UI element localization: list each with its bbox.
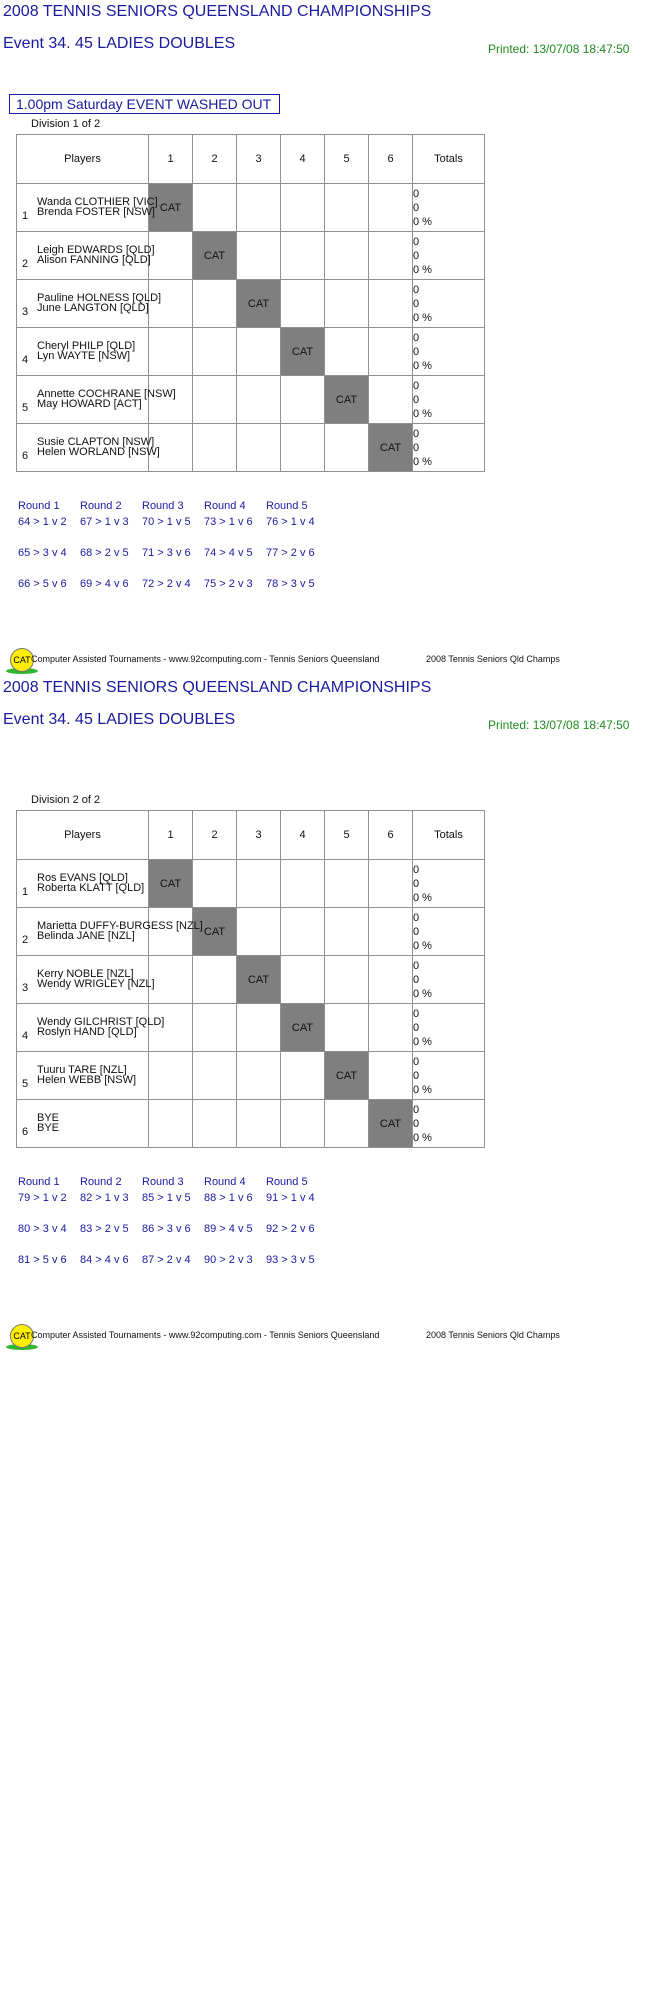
totals-cell [413, 376, 485, 424]
round-label: Round 5 [266, 500, 308, 512]
column-header-6: 6 [369, 135, 413, 184]
round-label: Round 1 [18, 500, 60, 512]
match-result-cell [281, 956, 325, 1004]
column-header-5: 5 [325, 135, 369, 184]
column-header-3: 3 [237, 811, 281, 860]
total-value: 0 % [413, 455, 432, 468]
match-result-cell [149, 956, 193, 1004]
player-name: Susie CLAPTON [NSW] [37, 436, 155, 448]
column-header-3: 3 [237, 135, 281, 184]
match-result-cell [193, 860, 237, 908]
totals-cell [413, 1100, 485, 1148]
seed-number: 6 [22, 450, 29, 462]
total-value: 0 % [413, 891, 432, 904]
round-match: 74 > 4 v 5 [204, 547, 253, 559]
total-value: 0 [413, 345, 420, 358]
total-value: 0 [413, 925, 420, 938]
match-result-cell [149, 1052, 193, 1100]
self-match-cell: CAT [281, 328, 325, 376]
round-match: 77 > 2 v 6 [266, 547, 315, 559]
match-result-cell [281, 232, 325, 280]
player-name: BYE [37, 1112, 60, 1124]
round-match: 92 > 2 v 6 [266, 1223, 315, 1235]
pair-cell [17, 1052, 149, 1100]
total-value: 0 % [413, 407, 432, 420]
partner-name: May HOWARD [ACT] [37, 398, 142, 410]
seed-number: 5 [22, 402, 29, 414]
seed-number: 4 [22, 354, 29, 366]
round-match: 81 > 5 v 6 [18, 1254, 67, 1266]
round-label: Round 3 [142, 500, 184, 512]
pair-cell [17, 1100, 149, 1148]
round-label: Round 4 [204, 500, 246, 512]
totals-cell [413, 860, 485, 908]
round-match: 86 > 3 v 6 [142, 1223, 191, 1235]
page-footer [6, 646, 656, 676]
totals-cell [413, 424, 485, 472]
match-result-cell [369, 956, 413, 1004]
totals-cell [413, 184, 485, 232]
division-label: Division 1 of 2 [31, 118, 101, 130]
total-value: 0 [413, 877, 420, 890]
round-match: 64 > 1 v 2 [18, 516, 67, 528]
match-result-cell [237, 424, 281, 472]
partner-name: BYE [37, 1122, 60, 1134]
match-result-cell [149, 1100, 193, 1148]
self-match-cell: CAT [325, 1052, 369, 1100]
self-match-cell: CAT [325, 376, 369, 424]
partner-name: Lyn WAYTE [NSW] [37, 350, 131, 362]
match-result-cell [237, 1052, 281, 1100]
partner-name: Helen WEBB [NSW] [37, 1074, 137, 1086]
match-result-cell [325, 280, 369, 328]
column-header-2: 2 [193, 135, 237, 184]
pair-cell [17, 376, 176, 424]
match-result-cell [193, 1004, 237, 1052]
seed-number: 2 [22, 258, 29, 270]
round-match: 66 > 5 v 6 [18, 578, 67, 590]
round-match: 71 > 3 v 6 [142, 547, 191, 559]
column-header-1: 1 [149, 811, 193, 860]
self-match-cell: CAT [369, 1100, 413, 1148]
player-row [17, 184, 485, 232]
partner-name: Alison FANNING [QLD] [37, 254, 151, 266]
match-result-cell [281, 860, 325, 908]
player-row [17, 1004, 485, 1052]
draw-sheet-page [0, 676, 661, 1352]
cat-logo-icon: CAT [10, 1324, 34, 1348]
seed-number: 3 [22, 982, 29, 994]
footer-credit: Computer Assisted Tournaments - www.92computing.com - Tennis Seniors Queensland [31, 654, 380, 664]
self-match-cell: CAT [193, 908, 237, 956]
player-row [17, 424, 485, 472]
total-value: 0 % [413, 1083, 432, 1096]
total-value: 0 [413, 393, 420, 406]
player-name: Wanda CLOTHIER [VIC] [37, 196, 158, 208]
match-result-cell [281, 376, 325, 424]
pair-cell [17, 908, 203, 956]
round-match: 72 > 2 v 4 [142, 578, 191, 590]
seed-number: 2 [22, 934, 29, 946]
player-row [17, 1100, 485, 1148]
round-match: 93 > 3 v 5 [266, 1254, 315, 1266]
pair-cell [17, 956, 155, 1004]
seed-number: 1 [22, 886, 29, 898]
match-result-cell [193, 1100, 237, 1148]
round-match: 79 > 1 v 2 [18, 1192, 67, 1204]
total-value: 0 [413, 1069, 420, 1082]
event-title: Event 34. 45 LADIES DOUBLES [3, 711, 236, 728]
total-value: 0 % [413, 987, 432, 1000]
self-match-cell: CAT [149, 860, 193, 908]
column-header-4: 4 [281, 135, 325, 184]
round-match: 67 > 1 v 3 [80, 516, 129, 528]
round-match: 87 > 2 v 4 [142, 1254, 191, 1266]
total-value: 0 % [413, 1035, 432, 1048]
total-value: 0 [413, 427, 420, 440]
column-header-1: 1 [149, 135, 193, 184]
match-result-cell [281, 1052, 325, 1100]
match-result-cell [369, 1004, 413, 1052]
championship-title: 2008 TENNIS SENIORS QUEENSLAND CHAMPIONSHIPS [3, 679, 432, 696]
round-label: Round 4 [204, 1176, 246, 1188]
pair-cell [17, 860, 149, 908]
players-header: Players [17, 135, 149, 184]
round-match: 68 > 2 v 5 [80, 547, 129, 559]
player-row [17, 860, 485, 908]
match-result-cell [193, 376, 237, 424]
total-value: 0 [413, 1117, 420, 1130]
match-result-cell [281, 1100, 325, 1148]
page-footer [6, 1322, 656, 1352]
total-value: 0 [413, 331, 420, 344]
partner-name: Helen WORLAND [NSW] [37, 446, 160, 458]
printed-timestamp: Printed: 13/07/08 18:47:50 [488, 718, 630, 732]
player-name: Tuuru TARE [NZL] [37, 1064, 127, 1076]
round-match: 78 > 3 v 5 [266, 578, 315, 590]
total-value: 0 [413, 249, 420, 262]
match-result-cell [237, 232, 281, 280]
total-value: 0 % [413, 263, 432, 276]
round-match: 83 > 2 v 5 [80, 1223, 129, 1235]
round-match: 80 > 3 v 4 [18, 1223, 67, 1235]
self-match-cell: CAT [237, 956, 281, 1004]
event-notice-box: 1.00pm Saturday EVENT WASHED OUT [9, 94, 280, 114]
player-name: Marietta DUFFY-BURGESS [NZL] [37, 920, 203, 932]
totals-header: Totals [413, 135, 485, 184]
round-label: Round 2 [80, 500, 122, 512]
round-match: 75 > 2 v 3 [204, 578, 253, 590]
seed-number: 4 [22, 1030, 29, 1042]
footer-tournament: 2008 Tennis Seniors Qld Champs [426, 654, 560, 664]
player-row [17, 376, 485, 424]
partner-name: Brenda FOSTER [NSW] [37, 206, 155, 218]
match-result-cell [237, 1100, 281, 1148]
self-match-cell: CAT [193, 232, 237, 280]
player-name: Wendy GILCHRIST [QLD] [37, 1016, 165, 1028]
round-match: 73 > 1 v 6 [204, 516, 253, 528]
totals-cell [413, 1052, 485, 1100]
pair-cell [17, 184, 158, 232]
match-result-cell [281, 280, 325, 328]
total-value: 0 [413, 297, 420, 310]
seed-number: 5 [22, 1078, 29, 1090]
match-result-cell [325, 184, 369, 232]
division-label: Division 2 of 2 [31, 794, 101, 806]
player-name: Kerry NOBLE [NZL] [37, 968, 134, 980]
match-result-cell [193, 1052, 237, 1100]
pair-cell [17, 424, 160, 472]
total-value: 0 [413, 1021, 420, 1034]
match-result-cell [369, 232, 413, 280]
totals-cell [413, 232, 485, 280]
match-result-cell [193, 184, 237, 232]
seed-number: 3 [22, 306, 29, 318]
total-value: 0 [413, 973, 420, 986]
round-match: 76 > 1 v 4 [266, 516, 315, 528]
total-value: 0 [413, 235, 420, 248]
round-match: 91 > 1 v 4 [266, 1192, 315, 1204]
footer-tournament: 2008 Tennis Seniors Qld Champs [426, 1330, 560, 1340]
partner-name: Belinda JANE [NZL] [37, 930, 135, 942]
draw-sheet-page [0, 0, 661, 676]
seed-number: 1 [22, 210, 29, 222]
match-result-cell [149, 232, 193, 280]
match-result-cell [193, 280, 237, 328]
match-result-cell [369, 1052, 413, 1100]
round-robin-grid [16, 134, 485, 472]
totals-header: Totals [413, 811, 485, 860]
total-value: 0 [413, 911, 420, 924]
total-value: 0 [413, 441, 420, 454]
self-match-cell: CAT [281, 1004, 325, 1052]
column-header-6: 6 [369, 811, 413, 860]
match-result-cell [237, 328, 281, 376]
match-result-cell [369, 860, 413, 908]
match-result-cell [325, 232, 369, 280]
event-title: Event 34. 45 LADIES DOUBLES [3, 35, 236, 52]
player-row [17, 908, 485, 956]
round-label: Round 3 [142, 1176, 184, 1188]
totals-cell [413, 328, 485, 376]
player-name: Leigh EDWARDS [QLD] [37, 244, 155, 256]
round-match: 85 > 1 v 5 [142, 1192, 191, 1204]
round-match: 70 > 1 v 5 [142, 516, 191, 528]
round-label: Round 1 [18, 1176, 60, 1188]
match-result-cell [369, 376, 413, 424]
total-value: 0 [413, 863, 420, 876]
match-result-cell [325, 1004, 369, 1052]
match-result-cell [237, 860, 281, 908]
player-name: Pauline HOLNESS [QLD] [37, 292, 162, 304]
column-header-5: 5 [325, 811, 369, 860]
printed-timestamp: Printed: 13/07/08 18:47:50 [488, 42, 630, 56]
championship-title: 2008 TENNIS SENIORS QUEENSLAND CHAMPIONSHIPS [3, 3, 432, 20]
total-value: 0 [413, 283, 420, 296]
player-name: Annette COCHRANE [NSW] [37, 388, 176, 400]
total-value: 0 % [413, 215, 432, 228]
match-result-cell [281, 184, 325, 232]
partner-name: Wendy WRIGLEY [NZL] [37, 978, 155, 990]
total-value: 0 % [413, 311, 432, 324]
match-result-cell [369, 280, 413, 328]
total-value: 0 [413, 187, 420, 200]
player-row [17, 956, 485, 1004]
cat-logo-icon: CAT [10, 648, 34, 672]
match-result-cell [325, 956, 369, 1004]
player-row [17, 328, 485, 376]
match-result-cell [369, 328, 413, 376]
round-match: 88 > 1 v 6 [204, 1192, 253, 1204]
match-result-cell [193, 328, 237, 376]
partner-name: Roslyn HAND [QLD] [37, 1026, 137, 1038]
player-row [17, 232, 485, 280]
match-result-cell [193, 424, 237, 472]
pair-cell [17, 232, 155, 280]
match-result-cell [237, 1004, 281, 1052]
totals-cell [413, 908, 485, 956]
round-label: Round 5 [266, 1176, 308, 1188]
grid-header-row [17, 135, 485, 184]
match-result-cell [325, 860, 369, 908]
total-value: 0 [413, 1055, 420, 1068]
match-result-cell [325, 908, 369, 956]
round-match: 65 > 3 v 4 [18, 547, 67, 559]
totals-cell [413, 1004, 485, 1052]
players-header: Players [17, 811, 149, 860]
match-result-cell [325, 424, 369, 472]
round-match: 90 > 2 v 3 [204, 1254, 253, 1266]
total-value: 0 [413, 201, 420, 214]
round-match: 84 > 4 v 6 [80, 1254, 129, 1266]
match-result-cell [325, 328, 369, 376]
round-match: 82 > 1 v 3 [80, 1192, 129, 1204]
match-result-cell [369, 908, 413, 956]
self-match-cell: CAT [149, 184, 193, 232]
seed-number: 6 [22, 1126, 29, 1138]
player-name: Ros EVANS [QLD] [37, 872, 128, 884]
total-value: 0 % [413, 359, 432, 372]
match-result-cell [193, 956, 237, 1004]
total-value: 0 % [413, 1131, 432, 1144]
player-name: Cheryl PHILP [QLD] [37, 340, 136, 352]
match-result-cell [281, 424, 325, 472]
player-row [17, 1052, 485, 1100]
partner-name: June LANGTON [QLD] [37, 302, 149, 314]
pair-cell [17, 328, 149, 376]
player-row [17, 280, 485, 328]
total-value: 0 [413, 379, 420, 392]
pair-cell [17, 1004, 165, 1052]
footer-credit: Computer Assisted Tournaments - www.92computing.com - Tennis Seniors Queensland [31, 1330, 380, 1340]
match-result-cell [325, 1100, 369, 1148]
totals-cell [413, 280, 485, 328]
match-result-cell [237, 376, 281, 424]
match-result-cell [369, 184, 413, 232]
self-match-cell: CAT [237, 280, 281, 328]
column-header-4: 4 [281, 811, 325, 860]
grid-header-row [17, 811, 485, 860]
round-robin-grid [16, 810, 485, 1148]
pair-cell [17, 280, 162, 328]
totals-cell [413, 956, 485, 1004]
self-match-cell: CAT [369, 424, 413, 472]
total-value: 0 [413, 1103, 420, 1116]
round-label: Round 2 [80, 1176, 122, 1188]
round-match: 69 > 4 v 6 [80, 578, 129, 590]
round-match: 89 > 4 v 5 [204, 1223, 253, 1235]
match-result-cell [149, 328, 193, 376]
total-value: 0 [413, 959, 420, 972]
partner-name: Roberta KLATT [QLD] [37, 882, 145, 894]
match-result-cell [237, 908, 281, 956]
match-result-cell [281, 908, 325, 956]
column-header-2: 2 [193, 811, 237, 860]
total-value: 0 % [413, 939, 432, 952]
match-result-cell [237, 184, 281, 232]
total-value: 0 [413, 1007, 420, 1020]
